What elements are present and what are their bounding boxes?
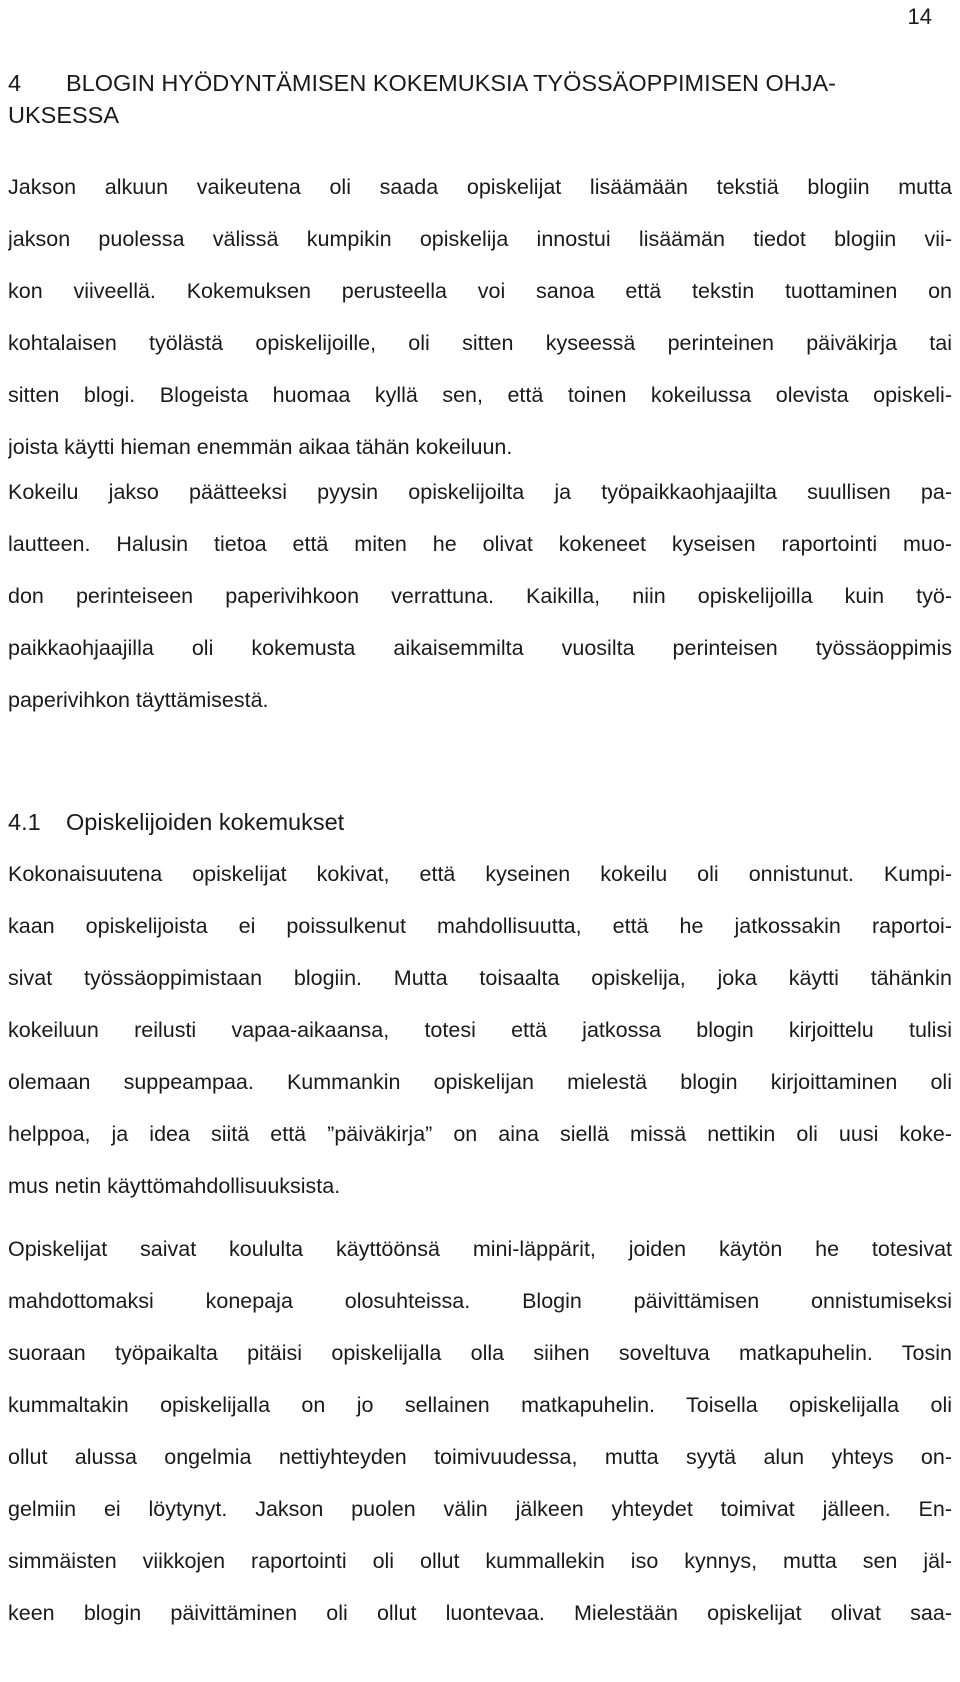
section-number: 4 (8, 70, 22, 96)
paragraph-line: paikkaohjaajilla oli kokemusta aikaisemmilta vuosilta perinteisen työssäoppimis (8, 636, 952, 660)
subsection-number: 4.1 (8, 809, 41, 835)
paragraph-line: ollut alussa ongelmia nettiyhteyden toimivuudessa, mutta syytä alun yhteys on- (8, 1445, 952, 1469)
paragraph-line: mus netin käyttömahdollisuuksista. (8, 1174, 341, 1198)
paragraph-line: jakson puolessa välissä kumpikin opiskelija innostui lisäämän tiedot blogiin vii- (8, 227, 952, 251)
paragraph-line: kaan opiskelijoista ei poissulkenut mahdollisuutta, että he jatkossakin raportoi- (8, 914, 952, 938)
paragraph-line: keen blogin päivittäminen oli ollut luontevaa. Mielestään opiskelijat olivat saa- (8, 1601, 952, 1625)
paragraph-4 (8, 1223, 952, 1639)
paragraph-line: Opiskelijat saivat koululta käyttöönsä mini-läppärit, joiden käytön he totesivat (8, 1237, 952, 1261)
paragraph-line: joista käytti hieman enemmän aikaa tähän kokeiluun. (8, 435, 513, 459)
paragraph-line: kokeiluun reilusti vapaa-aikaansa, totesi että jatkossa blogin kirjoittelu tulisi (8, 1018, 952, 1042)
section-title-line-1: BLOGIN HYÖDYNTÄMISEN KOKEMUKSIA TYÖSSÄOPPIMISEN OHJA- (66, 70, 837, 96)
paragraph-line: Jakson alkuun vaikeutena oli saada opiskelijat lisäämään tekstiä blogiin mutta (8, 175, 952, 199)
paragraph-line: paperivihkon täyttämisestä. (8, 688, 269, 712)
paragraph-line: Kokonaisuutena opiskelijat kokivat, että kyseinen kokeilu oli onnistunut. Kumpi- (8, 862, 952, 886)
subsection-heading (8, 806, 344, 838)
paragraph-line: suoraan työpaikalta pitäisi opiskelijalla olla siihen soveltuva matkapuhelin. Tosin (8, 1341, 952, 1365)
paragraph-2 (8, 466, 952, 726)
paragraph-line: sivat työssäoppimistaan blogiin. Mutta toisaalta opiskelija, joka käytti tähänkin (8, 966, 952, 990)
paragraph-line: sitten blogi. Blogeista huomaa kyllä sen, että toinen kokeilussa olevista opiskeli- (8, 383, 952, 407)
paragraph-line: lautteen. Halusin tietoa että miten he olivat kokeneet kyseisen raportointi muo- (8, 532, 952, 556)
paragraph-line: olemaan suppeampaa. Kummankin opiskelijan mielestä blogin kirjoittaminen oli (8, 1070, 952, 1094)
section-title-line-2: UKSESSA (8, 102, 120, 128)
paragraph-line: Kokeilu jakso päätteeksi pyysin opiskelijoilta ja työpaikkaohjaajilta suullisen pa- (8, 480, 952, 504)
section-heading (8, 67, 908, 131)
paragraph-line: don perinteiseen paperivihkoon verrattuna. Kaikilla, niin opiskelijoilla kuin työ- (8, 584, 952, 608)
paragraph-line: kon viiveellä. Kokemuksen perusteella voi sanoa että tekstin tuottaminen on (8, 279, 952, 303)
paragraph-line: helppoa, ja idea siitä että ”päiväkirja” on aina siellä missä nettikin oli uusi koke- (8, 1122, 952, 1146)
paragraph-1 (8, 161, 952, 473)
paragraph-line: simmäisten viikkojen raportointi oli ollut kummallekin iso kynnys, mutta sen jäl- (8, 1549, 952, 1573)
paragraph-line: gelmiin ei löytynyt. Jakson puolen välin jälkeen yhteydet toimivat jälleen. En- (8, 1497, 952, 1521)
paragraph-line: kohtalaisen työlästä opiskelijoille, oli sitten kyseessä perinteinen päiväkirja tai (8, 331, 952, 355)
subsection-title: Opiskelijoiden kokemukset (66, 809, 345, 835)
paragraph-line: kummaltakin opiskelijalla on jo sellainen matkapuhelin. Toisella opiskelijalla oli (8, 1393, 952, 1417)
page-number: 14 (907, 4, 932, 29)
paragraph-line: mahdottomaksi konepaja olosuhteissa. Blogin päivittämisen onnistumiseksi (8, 1289, 952, 1313)
paragraph-3 (8, 848, 952, 1212)
